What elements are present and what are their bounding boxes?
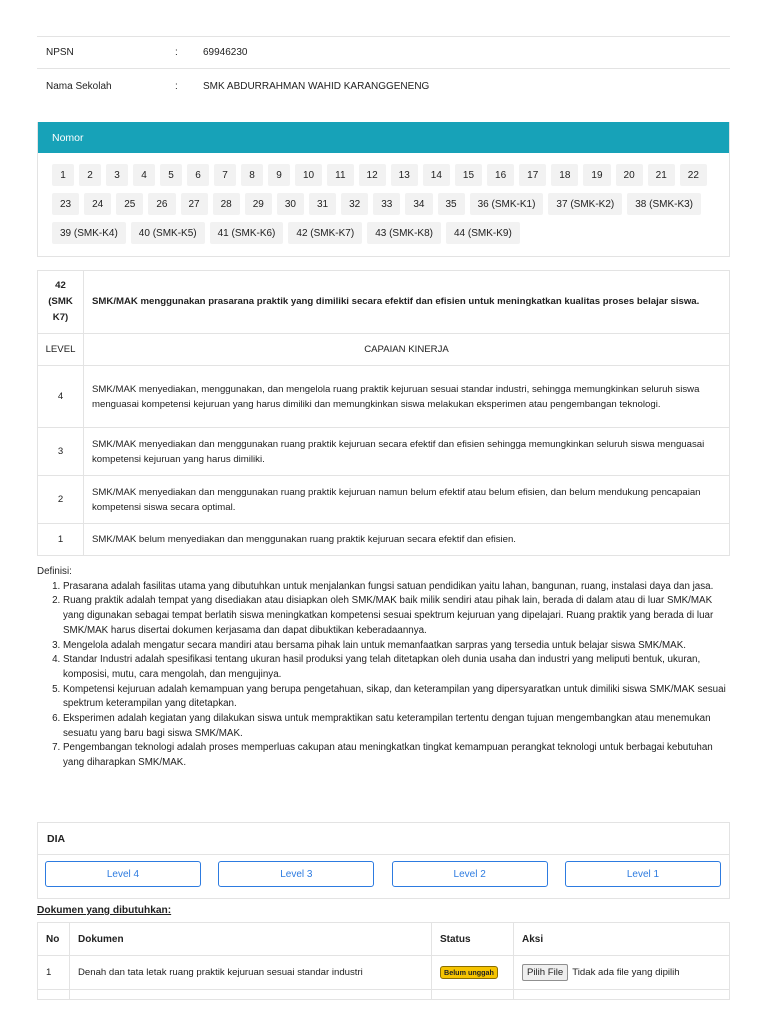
row-aksi <box>514 956 730 990</box>
row-aksi <box>514 990 730 1000</box>
level-description: SMK/MAK menyediakan, menggunakan, dan mengelola ruang praktik kejuruan sesuai standar industri, sehingga memungkinkan seluruh siswa menguasai kompetensi kejuruan yang harus dimiliki dan memungkinkan siswa melakukan eksperimen atau pengembangan teknologi. <box>84 366 730 428</box>
nomor-button[interactable]: 20 <box>616 164 643 186</box>
npsn-colon: : <box>175 47 178 58</box>
definitions <box>37 565 730 771</box>
criteria-header-row <box>38 271 730 334</box>
level-description: SMK/MAK belum menyediakan dan menggunakan ruang praktik kejuruan secara efektif dan efisien. <box>84 524 730 556</box>
nomor-button[interactable]: 16 <box>487 164 514 186</box>
criteria-number-line: 42 <box>55 280 66 291</box>
level-1-button[interactable]: Level 1 <box>565 861 721 887</box>
definition-item: 5. Kompetensi kejuruan adalah kemampuan yang berupa pengetahuan, sikap, dan keterampilan yang dipersyaratkan untuk dimiliki siswa SMK/MAK sesuai spektrum keterampilan yang ditetapkan. <box>63 683 730 712</box>
nomor-button[interactable]: 23 <box>52 193 79 215</box>
level-row <box>38 524 730 556</box>
nomor-grid <box>38 153 728 249</box>
nomor-button[interactable]: 24 <box>84 193 111 215</box>
school-name-colon: : <box>175 80 178 92</box>
row-status <box>432 990 514 1000</box>
kinerja-header: CAPAIAN KINERJA <box>84 334 730 366</box>
nomor-button[interactable]: 41 (SMK-K6) <box>210 222 284 244</box>
level-4-button[interactable]: Level 4 <box>45 861 201 887</box>
definition-item: 4. Standar Industri adalah spesifikasi tentang ukuran hasil produksi yang telah ditetapkan oleh dunia usaha dan industri yang meliputi bentuk, ukuran, komposisi, mutu, cara mengolah, dan mengujinya. <box>63 653 730 682</box>
documents-label: Dokumen yang dibutuhkan: <box>37 905 172 916</box>
col-no: No <box>38 923 70 956</box>
nomor-button[interactable]: 26 <box>148 193 175 215</box>
nomor-button[interactable]: 13 <box>391 164 418 186</box>
nomor-button[interactable]: 42 (SMK-K7) <box>288 222 362 244</box>
level-number: 3 <box>38 428 84 476</box>
criteria-table <box>37 270 730 556</box>
nomor-button[interactable]: 17 <box>519 164 546 186</box>
nomor-header: Nomor <box>38 122 729 153</box>
criteria-number-line: K7) <box>52 312 69 323</box>
level-number: 4 <box>38 366 84 428</box>
status-badge: Belum unggah <box>440 966 498 979</box>
nomor-button[interactable]: 22 <box>680 164 707 186</box>
school-name-value: SMK ABDURRAHMAN WAHID KARANGGENENG <box>203 80 430 92</box>
row-dokumen: Denah dan tata letak ruang praktik kejuruan sesuai standar industri <box>70 956 432 990</box>
dia-level-buttons <box>38 855 729 887</box>
definitions-title: Definisi: <box>37 566 72 577</box>
criteria-title: SMK/MAK menggunakan prasarana praktik yang dimiliki secara efektif dan efisien untuk meningkatkan kualitas proses belajar siswa. <box>84 271 730 334</box>
nomor-button[interactable]: 9 <box>268 164 290 186</box>
nomor-button[interactable]: 43 (SMK-K8) <box>367 222 441 244</box>
criteria-number-line: (SMK <box>48 296 73 307</box>
level-row <box>38 428 730 476</box>
nomor-button[interactable]: 38 (SMK-K3) <box>627 193 701 215</box>
no-file-text: Tidak ada file yang dipilih <box>572 967 680 978</box>
school-info-table <box>37 36 730 103</box>
nomor-button[interactable]: 21 <box>648 164 675 186</box>
school-name-label: Nama Sekolah <box>46 80 112 92</box>
level-header: LEVEL <box>38 334 84 366</box>
nomor-button[interactable]: 33 <box>373 193 400 215</box>
nomor-button[interactable]: 5 <box>160 164 182 186</box>
col-aksi: Aksi <box>514 923 730 956</box>
nomor-button[interactable]: 3 <box>106 164 128 186</box>
npsn-label: NPSN <box>46 47 74 58</box>
level-row <box>38 476 730 524</box>
nomor-button[interactable]: 11 <box>327 164 353 186</box>
npsn-row <box>37 37 730 69</box>
nomor-button[interactable]: 36 (SMK-K1) <box>470 193 544 215</box>
nomor-button[interactable]: 7 <box>214 164 236 186</box>
nomor-button[interactable]: 29 <box>245 193 272 215</box>
criteria-column-header-row <box>38 334 730 366</box>
criteria-number <box>38 271 84 334</box>
table-row <box>38 956 730 990</box>
definition-item: 3. Mengelola adalah mengatur secara mandiri atau bersama pihak lain untuk memanfaatkan sarpras yang tersedia untuk belajar siswa SMK/MAK. <box>63 639 730 654</box>
level-3-button[interactable]: Level 3 <box>218 861 374 887</box>
nomor-button[interactable]: 1 <box>52 164 74 186</box>
nomor-button[interactable]: 27 <box>181 193 208 215</box>
level-number: 1 <box>38 524 84 556</box>
nomor-button[interactable]: 31 <box>309 193 336 215</box>
dia-panel <box>37 822 730 899</box>
npsn-value: 69946230 <box>203 47 248 58</box>
nomor-button[interactable]: 8 <box>241 164 263 186</box>
nomor-button[interactable]: 34 <box>405 193 432 215</box>
level-description: SMK/MAK menyediakan dan menggunakan ruang praktik kejuruan secara efektif dan efisien sehingga memungkinkan seluruh siswa menguasai kompetensi kejuruan yang harus dimiliki. <box>84 428 730 476</box>
documents-header-row <box>38 923 730 956</box>
definitions-list <box>53 580 730 771</box>
nomor-button[interactable]: 2 <box>79 164 101 186</box>
row-no: 1 <box>38 956 70 990</box>
nomor-button[interactable]: 32 <box>341 193 368 215</box>
school-name-row <box>37 69 730 103</box>
nomor-button[interactable]: 6 <box>187 164 209 186</box>
nomor-button[interactable]: 25 <box>116 193 143 215</box>
nomor-button[interactable]: 18 <box>551 164 578 186</box>
definition-item: 7. Pengembangan teknologi adalah proses memperluas cakupan atau meningkatkan tingkat kemampuan perangkat teknologi untuk berbagai kebutuhan yang diharapkan SMK/MAK. <box>63 741 730 770</box>
nomor-button[interactable]: 4 <box>133 164 155 186</box>
level-number: 2 <box>38 476 84 524</box>
nomor-button[interactable]: 12 <box>359 164 386 186</box>
row-no <box>38 990 70 1000</box>
nomor-button[interactable]: 10 <box>295 164 322 186</box>
row-status <box>432 956 514 990</box>
choose-file-button[interactable]: Pilih File <box>522 964 568 981</box>
nomor-button[interactable]: 28 <box>213 193 240 215</box>
dia-title: DIA <box>38 823 729 855</box>
level-2-button[interactable]: Level 2 <box>392 861 548 887</box>
nomor-button[interactable]: 14 <box>423 164 450 186</box>
nomor-button[interactable]: 37 (SMK-K2) <box>548 193 622 215</box>
level-description: SMK/MAK menyediakan dan menggunakan ruang praktik kejuruan namun belum efektif atau belum efisien, dan belum mendukung pencapaian kompetensi siswa secara optimal. <box>84 476 730 524</box>
nomor-button[interactable]: 39 (SMK-K4) <box>52 222 126 244</box>
nomor-button[interactable]: 35 <box>438 193 465 215</box>
row-dokumen <box>70 990 432 1000</box>
col-dokumen: Dokumen <box>70 923 432 956</box>
documents-table <box>37 922 730 1000</box>
level-row <box>38 366 730 428</box>
definition-item: 1. Prasarana adalah fasilitas utama yang dibutuhkan untuk menjalankan fungsi satuan pendidikan yaitu lahan, bangunan, ruang, instalasi daya dan jasa. <box>63 580 730 595</box>
definition-item: 2. Ruang praktik adalah tempat yang disediakan atau disiapkan oleh SMK/MAK baik milik sendiri atau pihak lain, berada di dalam atau di luar SMK/MAK yang digunakan sebagai tempat berlatih siswa meningkatkan kompetensi sesuai spektrum kejuruan yang dipelajari. Ruang praktik yang berada di luar SMK/MAK harus disertai dokumen kerjasama dan dapat dibuktikan keberadaannya. <box>63 594 730 638</box>
table-row <box>38 990 730 1000</box>
nomor-button[interactable]: 44 (SMK-K9) <box>446 222 520 244</box>
nomor-button[interactable]: 40 (SMK-K5) <box>131 222 205 244</box>
definition-item: 6. Eksperimen adalah kegiatan yang dilakukan siswa untuk mempraktikan satu keterampilan tertentu dengan tujuan mengembangkan atau menemukan sesuatu yang baru bagi siswa SMK/MAK. <box>63 712 730 741</box>
nomor-button[interactable]: 15 <box>455 164 482 186</box>
nomor-button[interactable]: 30 <box>277 193 304 215</box>
col-status: Status <box>432 923 514 956</box>
nomor-panel <box>37 122 730 257</box>
nomor-button[interactable]: 19 <box>583 164 610 186</box>
